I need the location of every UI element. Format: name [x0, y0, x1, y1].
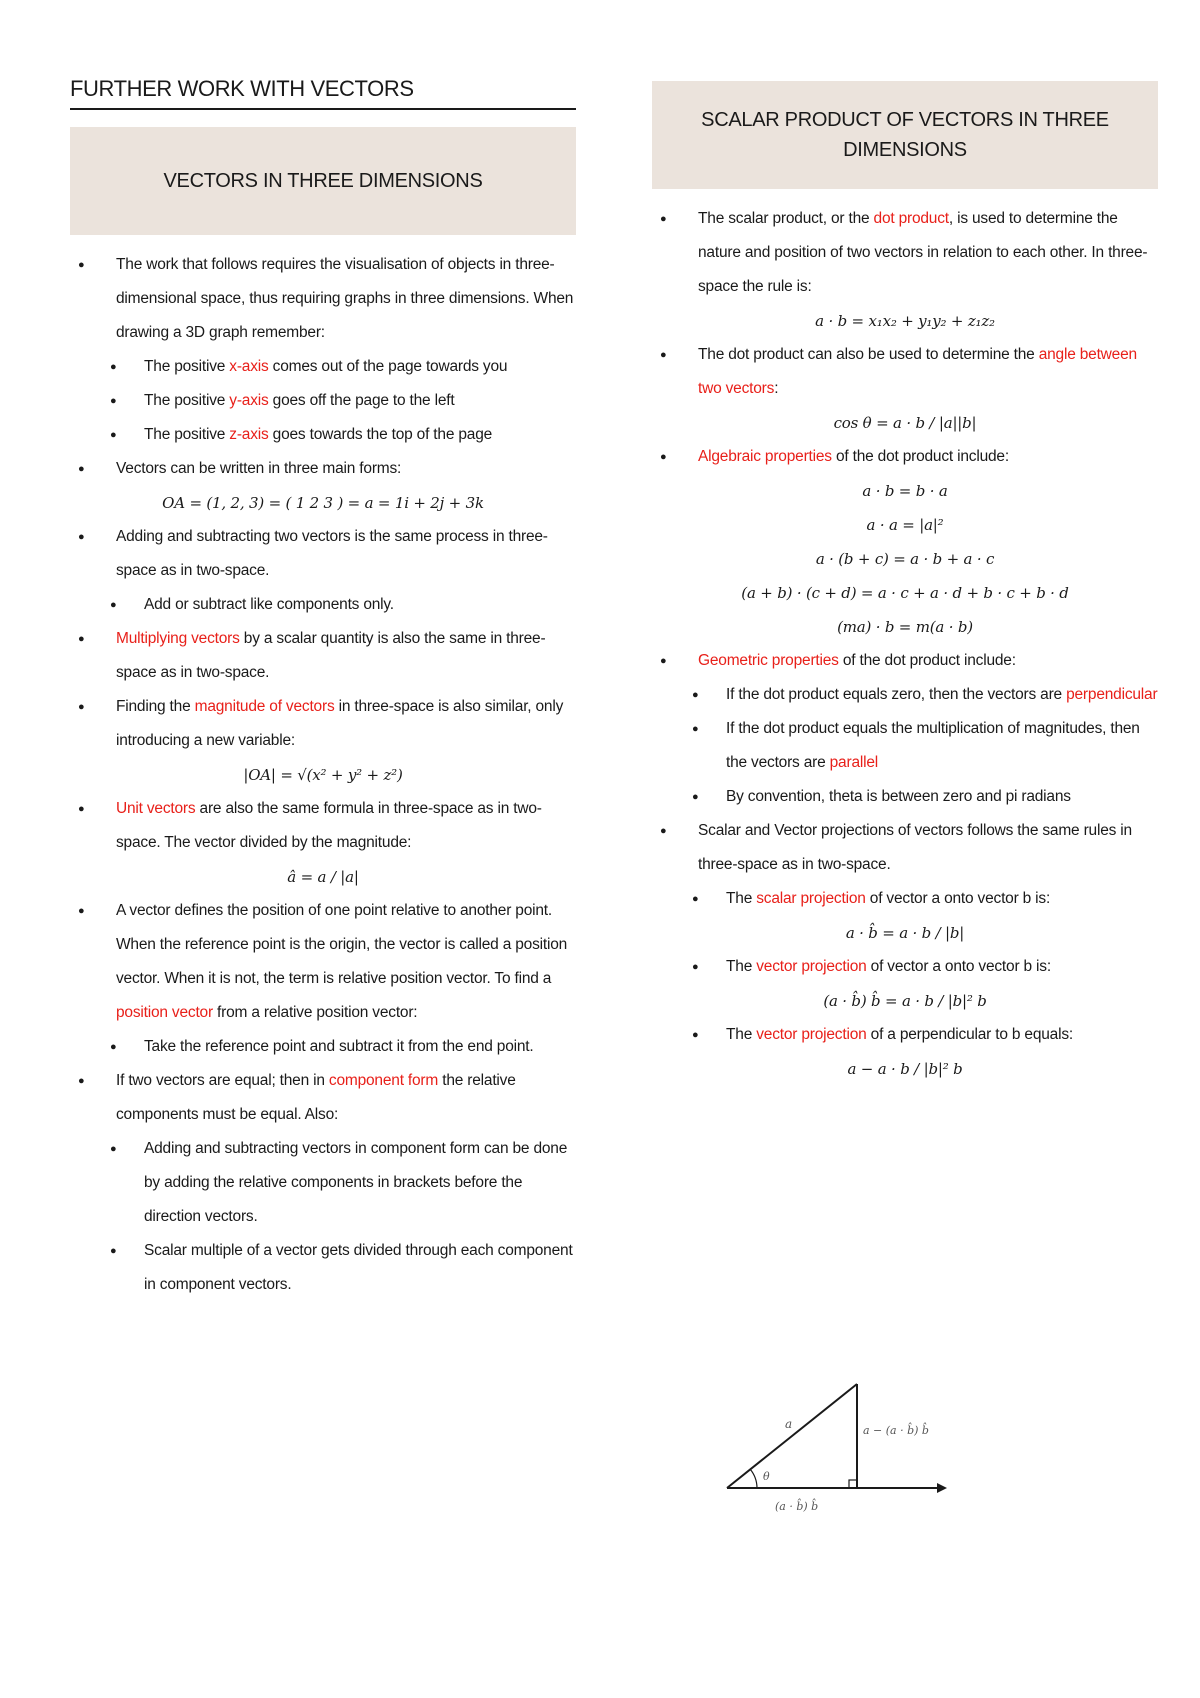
- base-label: (a · b̂) b̂: [775, 1500, 819, 1513]
- list-item: ● Scalar and Vector projections of vectors follows the same rules in three-space as in two-space.: [652, 814, 1158, 882]
- list-item: ● The scalar product, or the dot product, is used to determine the nature and position of two vectors in relation to each other. In three-space the rule is:: [652, 202, 1158, 304]
- list-item: ● If the dot product equals the multiplication of magnitudes, then the vectors are parallel: [652, 712, 1158, 780]
- hypotenuse-line: [727, 1384, 857, 1488]
- formula-vector-projection: (a · b̂) b̂ = a · b / |b|² b: [823, 992, 987, 1010]
- list-item: ● The scalar projection of vector a onto vector b is:: [652, 882, 1158, 916]
- list-item: ● The positive x-axis comes out of the page towards you: [70, 350, 576, 384]
- formula-self-dot: a · a = |a|²: [866, 516, 944, 534]
- right-notes-list: [652, 202, 1158, 1086]
- list-item: ● Finding the magnitude of vectors in three-space is also similar, only introducing a new variable:: [70, 690, 576, 758]
- formula-cos-theta: cos θ = a · b / |a||b|: [833, 414, 977, 432]
- section-heading-vectors-3d: VECTORS IN THREE DIMENSIONS: [70, 127, 576, 235]
- base-arrowhead: [937, 1483, 947, 1493]
- list-item: ● The positive z-axis goes towards the top of the page: [70, 418, 576, 452]
- list-item: ● The work that follows requires the visualisation of objects in three-dimensional space, thus requiring graphs in three dimensions. When drawing a 3D graph remember:: [70, 248, 576, 350]
- list-item: ● The vector projection of a perpendicular to b equals:: [652, 1018, 1158, 1052]
- angle-arc: [750, 1469, 757, 1488]
- list-item: ● A vector defines the position of one point relative to another point. When the reference point is the origin, the vector is called a position vector. When it is not, the term is relative position vector. To find a position vector from a relative position vector:: [70, 894, 576, 1030]
- formula-commutative: a · b = b · a: [862, 482, 948, 500]
- list-item: ● Multiplying vectors by a scalar quantity is also the same in three-space as in two-space.: [70, 622, 576, 690]
- list-item: ● If two vectors are equal; then in component form the relative components must be equal. Also:: [70, 1064, 576, 1132]
- formula-expansion: (a + b) · (c + d) = a · c + a · d + b · c + b · d: [741, 584, 1069, 602]
- list-item: ● Scalar multiple of a vector gets divided through each component in component vectors.: [70, 1234, 576, 1302]
- list-item: ● Adding and subtracting two vectors is the same process in three-space as in two-space.: [70, 520, 576, 588]
- list-item: ● Geometric properties of the dot product include:: [652, 644, 1158, 678]
- formula-dot-product: a · b = x₁x₂ + y₁y₂ + z₁z₂: [815, 312, 995, 330]
- hypotenuse-label: a: [785, 1417, 793, 1431]
- list-item: ● Algebraic properties of the dot product include:: [652, 440, 1158, 474]
- angle-label: θ: [763, 1470, 770, 1483]
- formula-scalar-projection: a · b̂ = a · b / |b|: [845, 924, 965, 942]
- list-item: ● Unit vectors are also the same formula in three-space as in two-space. The vector divided by the magnitude:: [70, 792, 576, 860]
- list-item: ● The vector projection of vector a onto vector b is:: [652, 950, 1158, 984]
- list-item: ● If the dot product equals zero, then the vectors are perpendicular: [652, 678, 1158, 712]
- list-item: ● The positive y-axis goes off the page to the left: [70, 384, 576, 418]
- list-item: ● By convention, theta is between zero and pi radians: [652, 780, 1158, 814]
- list-item: ● Adding and subtracting vectors in component form can be done by adding the relative components in brackets before the direction vectors.: [70, 1132, 576, 1234]
- formula-unit-vector: â = a / |a|: [287, 868, 359, 886]
- page-title: FURTHER WORK WITH VECTORS: [70, 76, 576, 110]
- list-item: ● The dot product can also be used to determine the angle between two vectors:: [652, 338, 1158, 406]
- formula-distributive: a · (b + c) = a · b + a · c: [815, 550, 995, 568]
- formula-magnitude: |OA| = √(x² + y² + z²): [243, 766, 403, 784]
- formula-perpendicular-component: a − a · b / |b|² b: [847, 1060, 963, 1078]
- side-label: a − (a · b̂) b̂: [863, 1424, 929, 1437]
- left-notes-list: [70, 248, 576, 1302]
- section-heading-scalar-product: SCALAR PRODUCT OF VECTORS IN THREE DIMENSIONS: [652, 81, 1158, 189]
- right-angle-marker: [849, 1480, 857, 1488]
- projection-diagram: [707, 1370, 1007, 1530]
- list-item: ● Add or subtract like components only.: [70, 588, 576, 622]
- formula-vector-forms: OA = (1, 2, 3) = ( 1 2 3 ) = a = 1i + 2j + 3k: [162, 494, 484, 512]
- list-item: ● Take the reference point and subtract it from the end point.: [70, 1030, 576, 1064]
- formula-scalar-multiple: (ma) · b = m(a · b): [837, 618, 973, 636]
- list-item: ● Vectors can be written in three main forms:: [70, 452, 576, 486]
